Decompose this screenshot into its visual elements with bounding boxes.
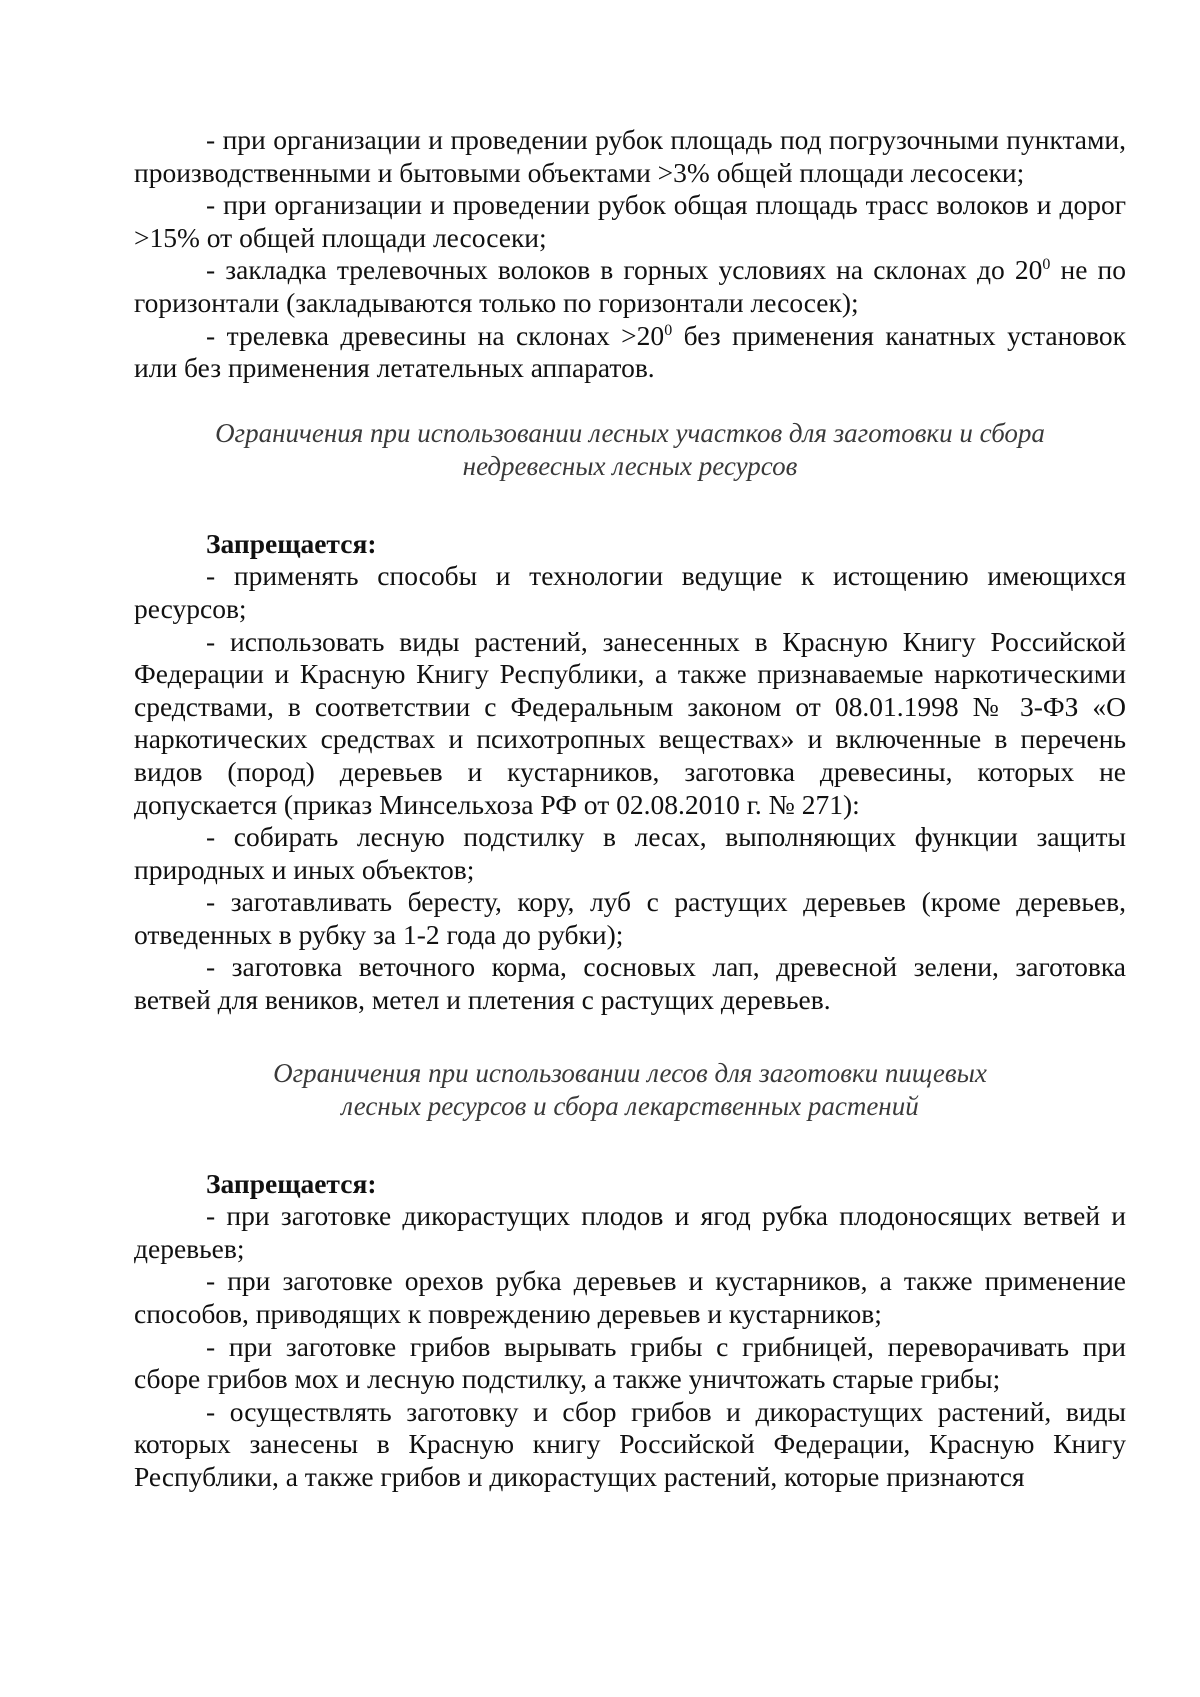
heading-line: лесных ресурсов и сбора лекарственных растений (341, 1090, 919, 1121)
paragraph-depletion: - применять способы и технологии ведущие к истощению имеющихся ресурсов; (134, 560, 1126, 624)
degree-superscript: 0 (664, 321, 673, 339)
paragraph-mushrooms: - при заготовке грибов вырывать грибы с грибницей, переворачивать при сборе грибов мох и лесную подстилку, а также уничтожать старые грибы; (134, 1330, 1126, 1395)
paragraph-slope-skidding (134, 320, 1126, 385)
text-part: - закладка трелевочных волоков в горных условиях на склонах до 20 (206, 254, 1043, 286)
heading-line: недревесных лесных ресурсов (462, 450, 798, 481)
paragraph-loading-areas: - при организации и проведении рубок площадь под погрузочными пунктами, производственными и бытовыми объектами >3% общей площади лесосеки; (134, 124, 1126, 188)
paragraph-red-book-mushrooms: - осуществлять заготовку и сбор грибов и дикорастущих растений, виды которых занесены в Красную книгу Российской Федерации, Красную Книгу Республики, а также грибов и дикорастущих растений, которые признаются (134, 1395, 1126, 1492)
document-page (134, 124, 1126, 1494)
paragraph-skid-trails-roads: - при организации и проведении рубок общая площадь трасс волоков и дорог >15% от общей площади лесосеки; (134, 189, 1126, 253)
section-heading-food-resources (134, 1057, 1126, 1123)
text-part: не по горизонтали (закладываются только по горизонтали лесосек); (134, 254, 1126, 318)
degree-superscript: 0 (1042, 256, 1051, 274)
forbidden-label: Запрещается: (206, 527, 377, 559)
forbidden-label: Запрещается: (206, 1167, 377, 1199)
heading-line: Ограничения при использовании лесов для заготовки пищевых (273, 1057, 987, 1088)
paragraph-nuts: - при заготовке орехов рубка деревьев и кустарников, а также применение способов, приводящих к повреждению деревьев и кустарников; (134, 1265, 1126, 1330)
paragraph-wild-fruits: - при заготовке дикорастущих плодов и ягод рубка плодоносящих ветвей и деревьев; (134, 1200, 1126, 1264)
paragraph-mountain-skid-trails (134, 254, 1126, 319)
paragraph-branch-fodder: - заготовка веточного корма, сосновых лап, древесной зелени, заготовка ветвей для веников, метел и плетения с растущих деревьев. (134, 951, 1126, 1016)
text-part: - трелевка древесины на склонах >20 (206, 319, 665, 351)
heading-line: Ограничения при использовании лесных участков для заготовки и сбора (215, 417, 1045, 448)
paragraph-forest-litter: - собирать лесную подстилку в лесах, выполняющих функции защиты природных и иных объектов; (134, 821, 1126, 885)
section-heading-non-timber (134, 417, 1126, 483)
paragraph-red-book-plants: - использовать виды растений, занесенных в Красную Книгу Российской Федерации и Красную Книгу Республики, а также признаваемые наркотическими средствами, в соответствии с Федеральным законом от 08.01.1998 № 3-ФЗ «О наркотических средствах и психотропных веществах» и включенные в перечень видов (пород) деревьев и кустарников, заготовка древесины, которых не допускается (приказ Минсельхоза РФ от 02.08.2010 г. № 271): (134, 625, 1126, 820)
text-part: без применения канатных установок или без применения летательных аппаратов. (134, 319, 1127, 384)
paragraph-birch-bark: - заготавливать бересту, кору, луб с растущих деревьев (кроме деревьев, отведенных в рубку за 1-2 года до рубки); (134, 886, 1126, 950)
